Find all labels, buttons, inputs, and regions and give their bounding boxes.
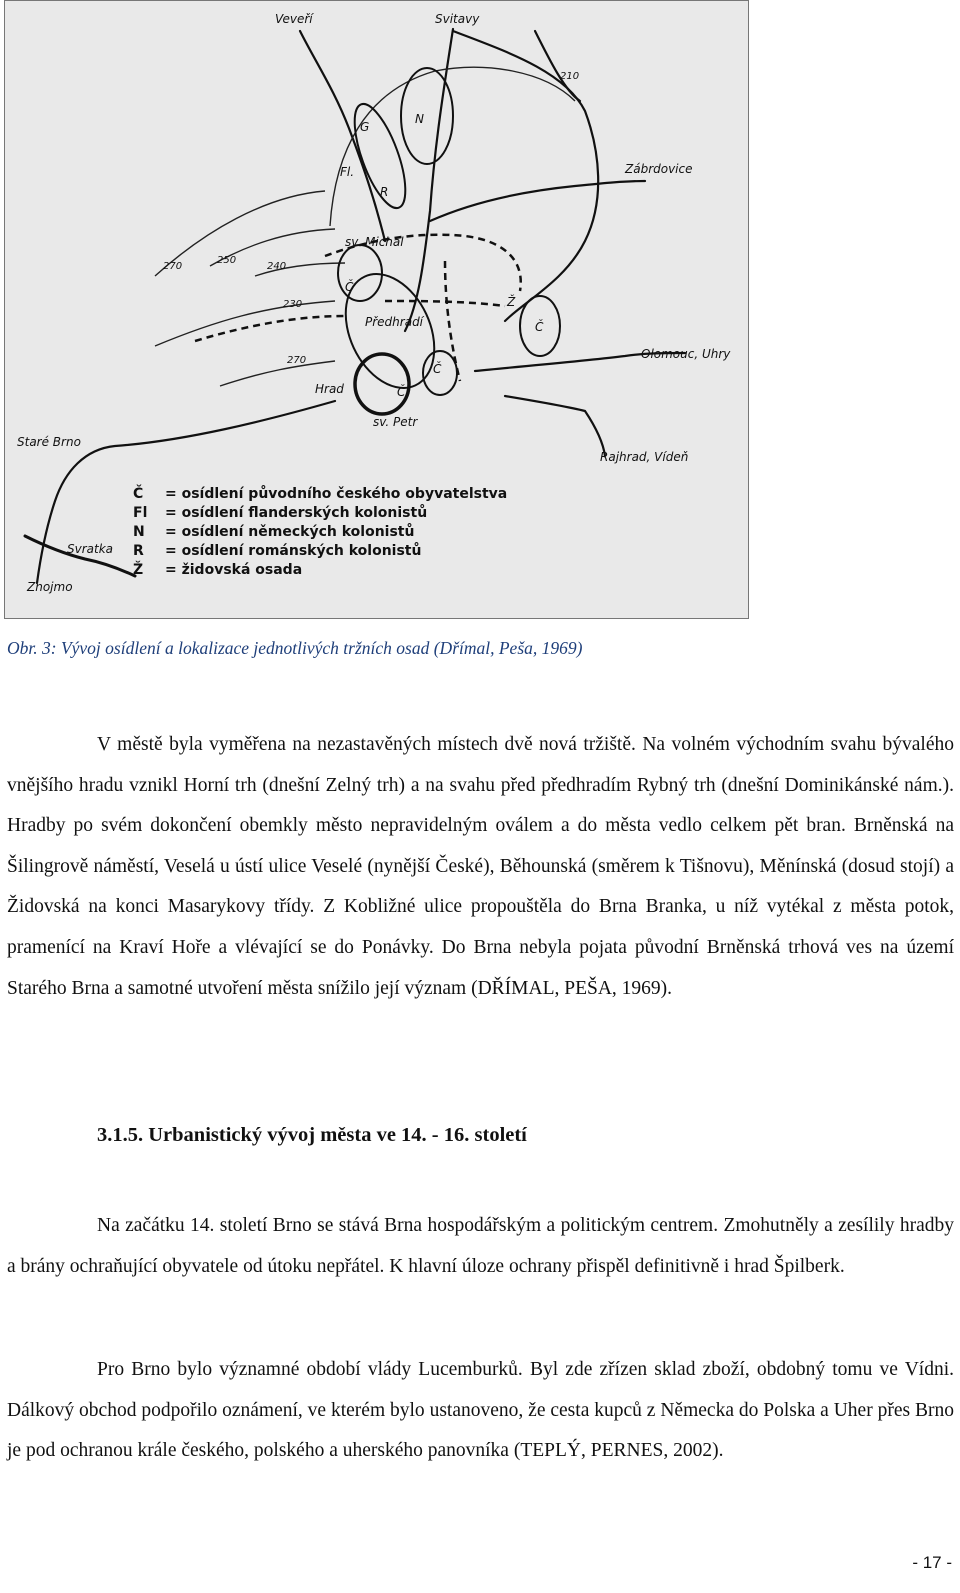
map-label-elev-250: 250: [217, 255, 237, 266]
map-label-hrad: Hrad: [315, 382, 344, 396]
map-label-c3: Č: [535, 320, 544, 334]
wall-dashed-3: [385, 301, 505, 306]
map-label-elev-240: 240: [267, 261, 287, 272]
settlement-map-figure: [4, 0, 749, 619]
road-zabrdovice: [430, 181, 645, 221]
map-label-olomouc: Olomouc, Uhry: [641, 347, 731, 361]
legend-key-3: R: [133, 543, 144, 559]
legend-key-4: Ž: [133, 562, 144, 578]
contour-loop: [330, 67, 575, 226]
map-label-elev-270a: 270: [163, 261, 183, 272]
oval-n: [401, 68, 453, 164]
legend-key-0: Č: [133, 486, 144, 502]
map-label-elev-270b: 270: [287, 355, 307, 366]
map-label-c1: Č: [345, 280, 354, 294]
map-label-elev-210: 210: [560, 71, 580, 82]
map-label-svratka: Svratka: [67, 542, 114, 556]
contour-230: [155, 301, 335, 346]
map-label-n: N: [415, 112, 424, 126]
legend-key-2: N: [133, 524, 145, 540]
map-label-c2: Č: [433, 362, 442, 376]
legend-text-4: = židovská osada: [165, 562, 303, 578]
legend-text-1: = osídlení flanderských kolonistů: [165, 505, 428, 521]
wall-dashed-2: [195, 316, 345, 341]
map-label-c4: Č: [397, 385, 406, 399]
oval-hrad: [355, 354, 409, 414]
page-number: - 17 -: [912, 1553, 952, 1572]
legend-text-3: = osídlení románských kolonistů: [165, 543, 422, 559]
road-veveri: [300, 31, 385, 241]
paragraph-1: [7, 725, 954, 1009]
paragraph-2: [7, 1206, 954, 1287]
section-heading: 3.1.5. Urbanistický vývoj města ve 14. - 16. století: [97, 1124, 527, 1146]
map-label-znojmo: Znojmo: [27, 580, 73, 594]
wall-dashed-4: [445, 261, 460, 381]
map-label-r: R: [380, 185, 389, 199]
legend-text-0: = osídlení původního českého obyvatelstva: [165, 486, 508, 502]
figure-caption: Obr. 3: Vývoj osídlení a lokalizace jednotlivých tržních osad (Dřímal, Peša, 1969): [7, 638, 583, 658]
map-label-sv-michal: sv. Michal: [345, 235, 404, 249]
map-label-stare-brno: Staré Brno: [17, 435, 81, 449]
map-label-fl: Fl.: [340, 165, 355, 179]
paragraph-3: [7, 1350, 954, 1472]
map-label-z: Ž: [507, 295, 516, 309]
paragraph-3-text: Pro Brno bylo významné období vlády Lucemburků. Byl zde zřízen sklad zboží, obdobný tomu ve Vídni. Dálkový obchod podpořilo oznámení, ve kterém bylo ustanoveno, že cesta kupců z Německa do Polska a Uher přes Brno je pod ochranou krále českého, polského a uherského panovníka (TEPLÝ, PERNES, 2002).: [7, 1359, 954, 1462]
legend-text-2: = osídlení německých kolonistů: [165, 524, 415, 540]
map-label-g: G: [360, 120, 370, 134]
map-label-svitavy: Svitavy: [435, 12, 480, 26]
map-legend: [133, 484, 507, 578]
map-label-sv-petr: sv. Petr: [373, 415, 418, 429]
paragraph-1-text: V městě byla vyměřena na nezastavěných místech dvě nová tržiště. Na volném východním svahu bývalého vnějšího hradu vznikl Horní trh (dnešní Zelný trh) a na svahu před předhradím Rybný trh (dnešní Dominikánské nám.). Hradby po svém dokončení obemkly město nepravidelným oválem a do města vedlo celkem pět bran. Brněnská na Šilingrově náměstí, Veselá u ústí ulice Veselé (nynější České), Běhounská (směrem k Tišnovu), Měnínská (dosud stojí) a Židovská na konci Masarykovy třídy. Z Kobližné ulice propouštěla do Brna Branka, u níž vytékal z města potok, pramenící na Kraví Hoře a vlévající se do Ponávky. Do Brna nebyla pojata původní Brněnská trhová ves na území Starého Brna a samotné utvoření města snížilo její význam (DŘÍMAL, PEŠA, 1969).: [7, 734, 954, 999]
road-ne-arrow: [535, 31, 580, 101]
map-drawing: [5, 1, 748, 618]
map-label-zabrdovice: Zábrdovice: [625, 162, 693, 176]
map-label-rajhrad: Rajhrad, Vídeň: [600, 450, 689, 464]
paragraph-2-text: Na začátku 14. století Brno se stává Brna hospodářským a politickým centrem. Zmohutněly a zesílily hradby a brány ochraňující obyvatele od útoku nepřátel. K hlavní úloze ochrany přispěl definitivně i hrad Špilberk.: [7, 1215, 954, 1277]
map-label-veveri: Veveří: [275, 12, 313, 26]
legend-key-1: Fl: [133, 505, 148, 521]
map-label-elev-230: 230: [283, 299, 303, 310]
road-rajhrad: [505, 396, 605, 456]
map-label-predhradi: Předhradí: [365, 315, 424, 329]
